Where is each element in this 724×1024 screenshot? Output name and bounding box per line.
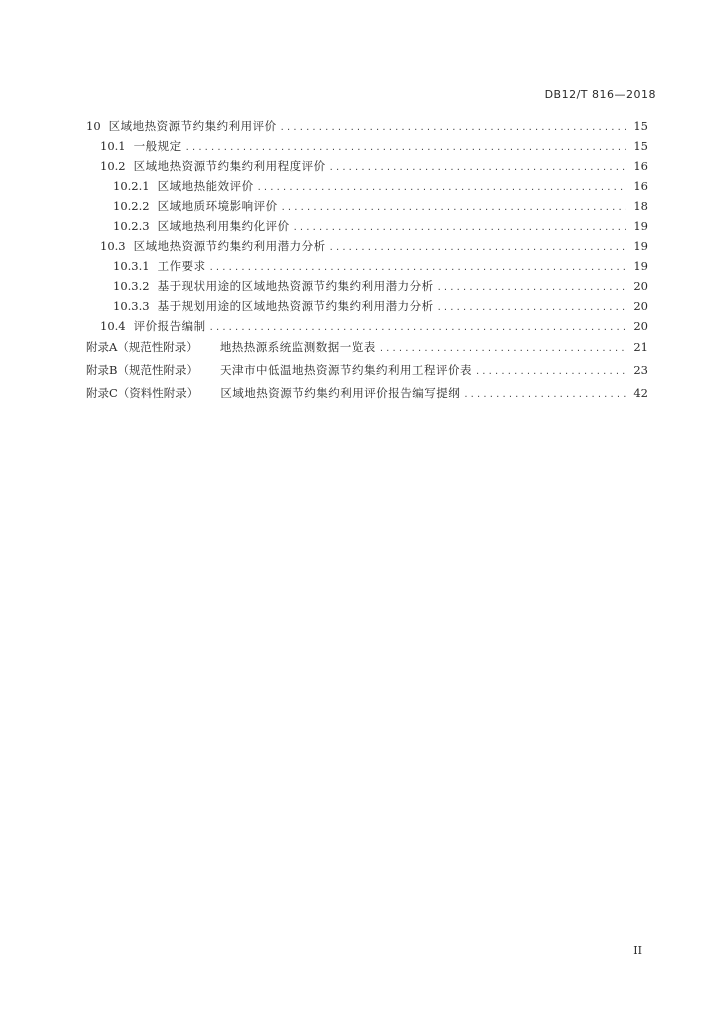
- toc-entry-number: 附录B（规范性附录）: [86, 363, 198, 377]
- toc-entry-number: 10.1: [100, 139, 126, 153]
- toc-entry-page: 19: [633, 239, 648, 253]
- toc-entry[interactable]: [86, 385, 648, 401]
- toc-entry[interactable]: [113, 178, 648, 194]
- toc-dot-leader: [282, 200, 626, 216]
- document-code: DB12/T 816—2018: [544, 88, 656, 101]
- toc-entry[interactable]: [113, 198, 648, 214]
- toc-entry[interactable]: [100, 318, 648, 334]
- toc-entry-title: 工作要求: [157, 259, 206, 273]
- toc-entry-page: 18: [633, 199, 648, 213]
- toc-entry-page: 15: [633, 139, 648, 153]
- toc-entry-title: 区域地热资源节约集约利用评价报告编写提纲: [220, 386, 461, 400]
- toc-entry[interactable]: [100, 158, 648, 174]
- toc-entry-number: 10.2: [100, 159, 126, 173]
- toc-entry-number: 10.2.3: [113, 219, 150, 233]
- toc-entry-page: 20: [633, 319, 648, 333]
- toc-entry-title: 基于现状用途的区域地热资源节约集约利用潜力分析: [157, 279, 434, 293]
- toc-entry-page: 20: [633, 279, 648, 293]
- toc-entry-page: 23: [633, 363, 648, 377]
- toc-entry-page: 42: [633, 386, 648, 400]
- toc-entry[interactable]: [100, 238, 648, 254]
- toc-entry-page: 15: [633, 119, 648, 133]
- toc-entry-page: 16: [633, 179, 648, 193]
- toc-entry-number: 10.3.3: [113, 299, 150, 313]
- toc-dot-leader: [330, 240, 626, 256]
- toc-entry-title: 区域地热能效评价: [157, 179, 254, 193]
- toc-dot-leader: [258, 180, 626, 196]
- toc-dot-leader: [210, 320, 626, 336]
- toc-dot-leader: [476, 364, 626, 380]
- toc-dot-leader: [438, 300, 626, 316]
- toc-entry-page: 20: [633, 299, 648, 313]
- toc-entry[interactable]: [113, 298, 648, 314]
- toc-entry-page: 19: [633, 259, 648, 273]
- toc-dot-leader: [380, 341, 626, 357]
- toc-entry-number: 附录A（规范性附录）: [86, 340, 198, 354]
- toc-entry-number: 10.3.1: [113, 259, 150, 273]
- toc-dot-leader: [281, 120, 626, 136]
- toc-dot-leader: [210, 260, 626, 276]
- toc-entry[interactable]: [86, 362, 648, 378]
- toc-entry-number: 10.2.2: [113, 199, 150, 213]
- toc-entry-title: 区域地热资源节约集约利用潜力分析: [133, 239, 326, 253]
- toc-entry-title: 一般规定: [133, 139, 182, 153]
- toc-dot-leader: [294, 220, 626, 236]
- toc-entry[interactable]: [113, 278, 648, 294]
- toc-dot-leader: [438, 280, 626, 296]
- toc-entry-number: 10.3.2: [113, 279, 150, 293]
- toc-entry-number: 10.4: [100, 319, 126, 333]
- toc-entry-number: 附录C（资料性附录）: [86, 386, 199, 400]
- toc-entry-title: 评价报告编制: [133, 319, 206, 333]
- toc-entry[interactable]: [100, 138, 648, 154]
- toc-entry-title: 地热热源系统监测数据一览表: [219, 340, 376, 354]
- toc-entry-number: 10.3: [100, 239, 126, 253]
- toc-entry-title: 区域地热利用集约化评价: [157, 219, 290, 233]
- toc-entry[interactable]: [86, 118, 648, 134]
- toc-entry-page: 16: [633, 159, 648, 173]
- page-number: II: [633, 944, 642, 957]
- toc-entry-page: 21: [633, 340, 648, 354]
- toc-entry-title: 区域地热资源节约集约利用程度评价: [133, 159, 326, 173]
- toc-dot-leader: [464, 387, 626, 403]
- toc-entry[interactable]: [86, 339, 648, 355]
- toc-entry[interactable]: [113, 218, 648, 234]
- toc-entry-title: 区域地质环境影响评价: [157, 199, 278, 213]
- toc-entry-number: 10: [86, 119, 101, 133]
- toc-entry-title: 天津市中低温地热资源节约集约利用工程评价表: [219, 363, 472, 377]
- toc-entry[interactable]: [113, 258, 648, 274]
- toc-entry-number: 10.2.1: [113, 179, 150, 193]
- toc-dot-leader: [330, 160, 626, 176]
- toc-entry-title: 区域地热资源节约集约利用评价: [108, 119, 277, 133]
- toc-entry-page: 19: [633, 219, 648, 233]
- toc-entry-title: 基于规划用途的区域地热资源节约集约利用潜力分析: [157, 299, 434, 313]
- toc-dot-leader: [186, 140, 626, 156]
